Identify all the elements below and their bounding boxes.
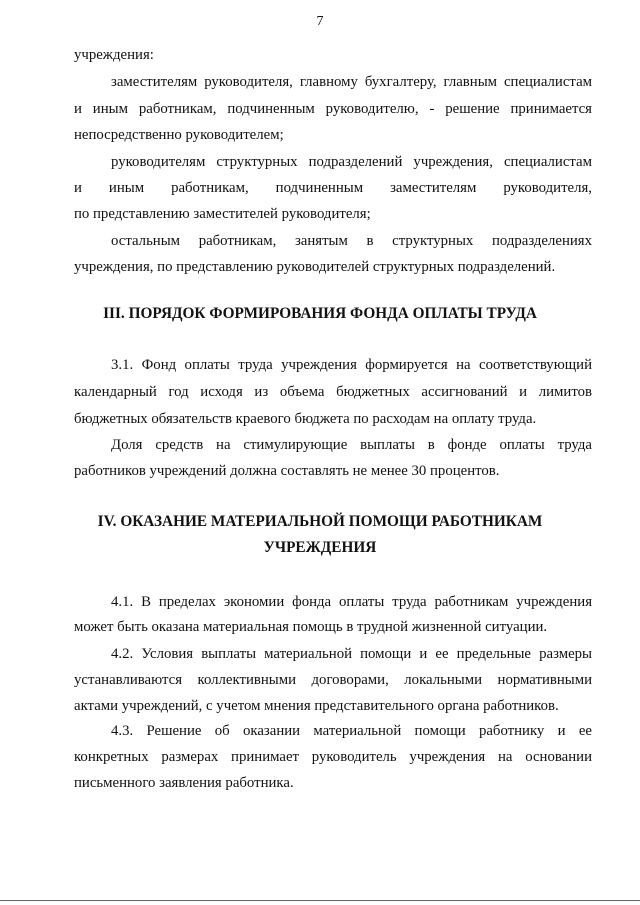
text-line: актами учреждений, с учетом мнения представительного органа работников.: [74, 698, 559, 714]
text-line: непосредственно руководителем;: [74, 127, 284, 143]
page-bottom-rule: [0, 900, 640, 901]
text-line: по представлению заместителей руководителя;: [74, 206, 371, 222]
text-line: Доля средств на стимулирующие выплаты в фонде оплаты труда: [111, 437, 592, 453]
text-line: и иным работникам, подчиненным руководителю, - решение принимается: [74, 101, 592, 117]
text-line: 4.2. Условия выплаты материальной помощи и ее предельные размеры: [111, 646, 592, 662]
section-heading: III. ПОРЯДОК ФОРМИРОВАНИЯ ФОНДА ОПЛАТЫ ТРУДА: [103, 305, 537, 322]
text-line: учреждения:: [74, 47, 154, 63]
text-line: 4.3. Решение об оказании материальной помощи работнику и ее: [111, 723, 592, 739]
text-line: остальным работникам, занятым в структурных подразделениях: [111, 233, 592, 249]
text-line: 4.1. В пределах экономии фонда оплаты труда работникам учреждения: [111, 594, 592, 610]
text-line: конкретных размерах принимает руководитель учреждения на основании: [74, 749, 592, 765]
text-line: письменного заявления работника.: [74, 775, 294, 791]
text-line: руководителям структурных подразделений учреждения, специалистам: [111, 154, 592, 170]
text-line: заместителям руководителя, главному бухгалтеру, главным специалистам: [111, 74, 592, 90]
text-line: бюджетных обязательств краевого бюджета по расходам на оплату труда.: [74, 411, 537, 427]
text-line: учреждения, по представлению руководителей структурных подразделений.: [74, 259, 556, 275]
page-number: 7: [316, 14, 324, 29]
text-line: 3.1. Фонд оплаты труда учреждения формируется на соответствующий: [111, 357, 592, 373]
text-line: календарный год исходя из объема бюджетных ассигнований и лимитов: [74, 384, 592, 400]
text-line: устанавливаются коллективными договорами, локальными нормативными: [74, 672, 592, 688]
section-heading: УЧРЕЖДЕНИЯ: [263, 539, 377, 556]
section-heading: IV. ОКАЗАНИЕ МАТЕРИАЛЬНОЙ ПОМОЩИ РАБОТНИКАМ: [97, 513, 543, 530]
text-line: может быть оказана материальная помощь в трудной жизненной ситуации.: [74, 619, 548, 635]
text-line: и иным работникам, подчиненным заместителям руководителя,: [74, 180, 592, 196]
text-line: работников учреждений должна составлять не менее 30 процентов.: [74, 463, 500, 479]
